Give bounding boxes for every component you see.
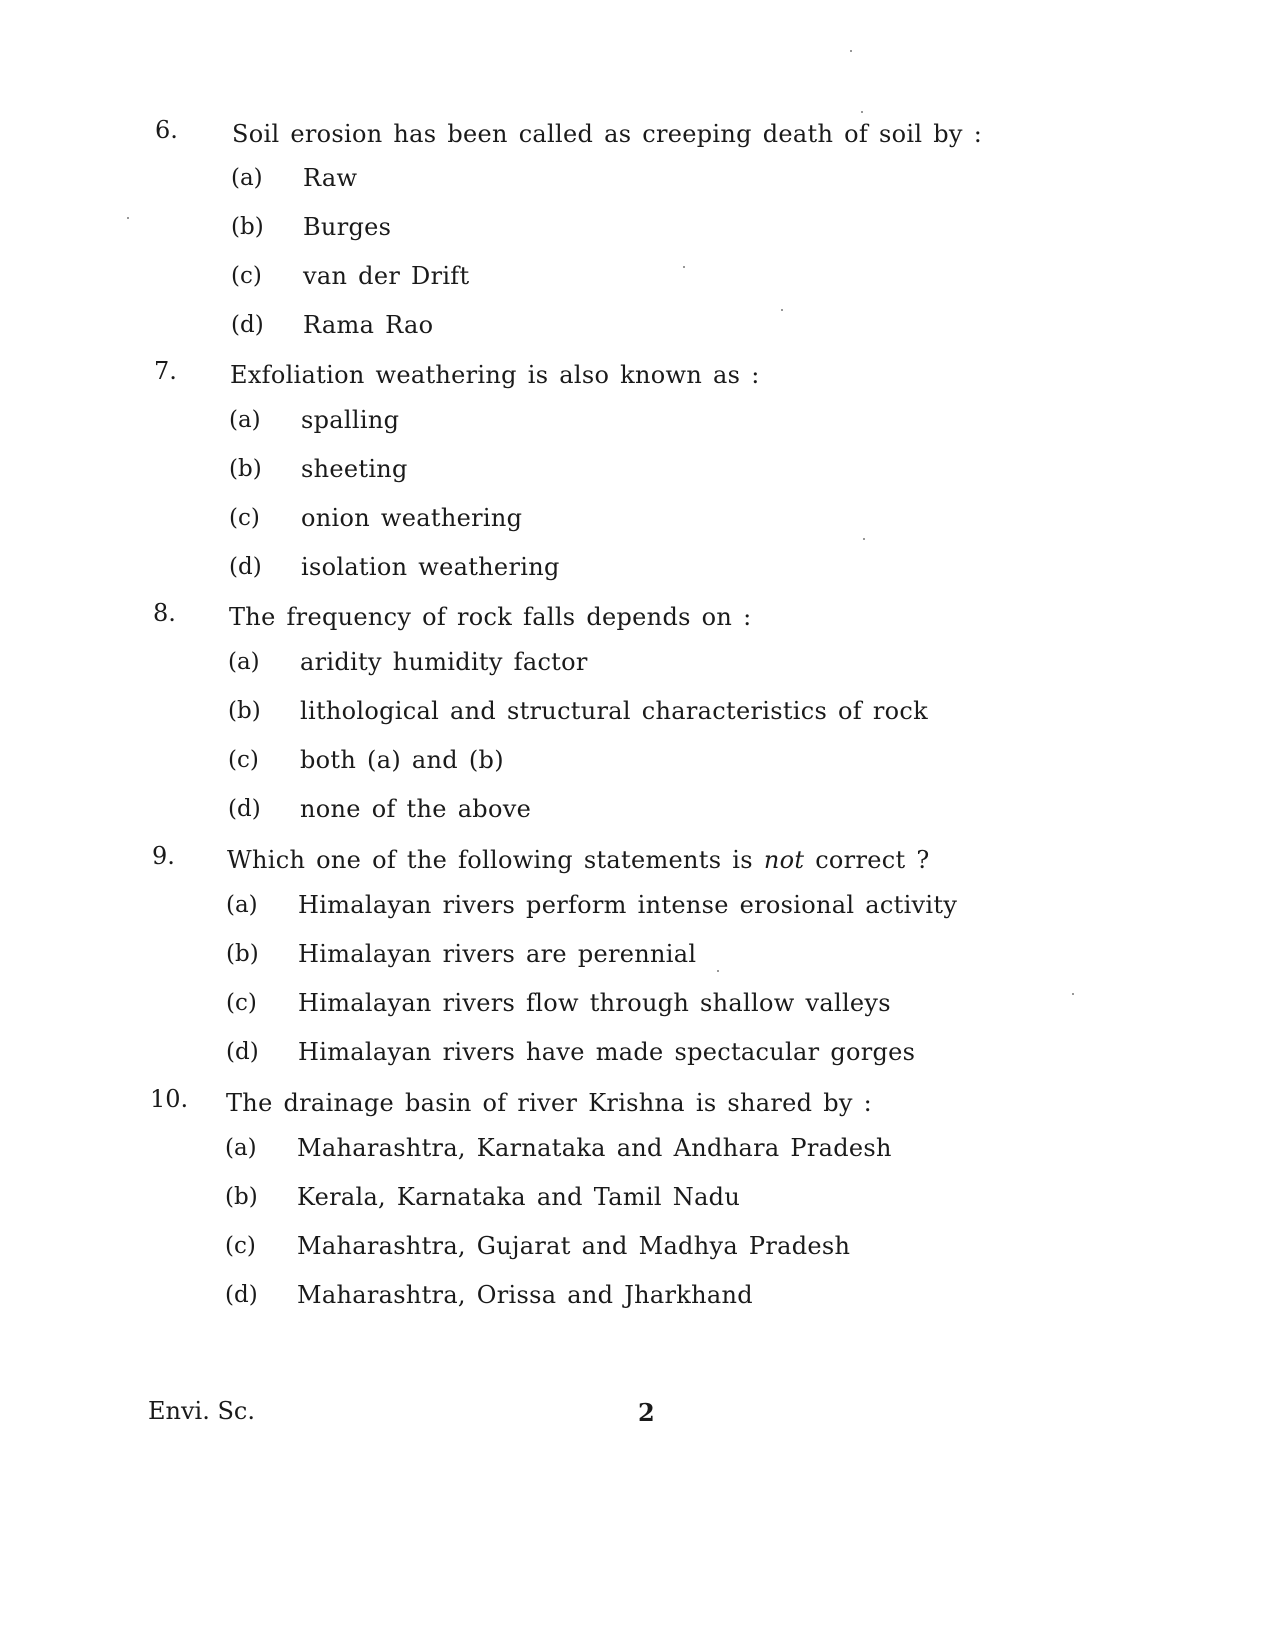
option-label: (b) — [229, 456, 262, 482]
option-label: (c) — [225, 1233, 256, 1259]
page-number: 2 — [638, 1398, 655, 1427]
option-label: (d) — [225, 1282, 258, 1308]
option-10c — [0, 1231, 1275, 1265]
option-text: Himalayan rivers perform intense erosional activity — [298, 891, 958, 919]
scan-speck — [861, 111, 863, 113]
question-text-emphasis: not — [763, 846, 805, 874]
option-label: (c) — [228, 747, 259, 773]
option-label: (c) — [229, 505, 260, 531]
option-text: Himalayan rivers have made spectacular gorges — [298, 1038, 916, 1066]
scan-speck — [127, 217, 129, 219]
option-8c — [0, 745, 1275, 779]
option-label: (b) — [228, 698, 261, 724]
option-label: (a) — [229, 407, 261, 433]
option-6a — [0, 163, 1275, 197]
question-number: 10. — [150, 1085, 189, 1113]
scan-speck — [850, 50, 852, 52]
option-text: Rama Rao — [303, 311, 434, 339]
option-text: Burges — [303, 213, 392, 241]
option-text: van der Drift — [303, 262, 470, 290]
option-label: (c) — [226, 990, 257, 1016]
scan-speck — [1072, 993, 1074, 995]
option-label: (a) — [228, 649, 260, 675]
option-6d — [0, 310, 1275, 344]
question-text: The frequency of rock falls depends on : — [229, 603, 752, 631]
option-text: sheeting — [301, 455, 408, 483]
scan-speck — [683, 266, 685, 268]
option-label: (b) — [231, 214, 264, 240]
option-label: (b) — [226, 941, 259, 967]
option-6b — [0, 212, 1275, 246]
option-label: (d) — [231, 312, 264, 338]
option-label: (c) — [231, 263, 262, 289]
option-label: (d) — [226, 1039, 259, 1065]
option-label: (a) — [226, 892, 258, 918]
option-10d — [0, 1280, 1275, 1314]
option-7b — [0, 454, 1275, 488]
scan-speck — [717, 970, 719, 972]
option-7c — [0, 503, 1275, 537]
option-text: Maharashtra, Gujarat and Madhya Pradesh — [297, 1232, 851, 1260]
option-7a — [0, 405, 1275, 439]
question-text — [227, 845, 930, 875]
option-text: Himalayan rivers flow through shallow valleys — [298, 989, 891, 1017]
option-text: isolation weathering — [301, 553, 560, 581]
option-label: (d) — [229, 554, 262, 580]
option-9d — [0, 1037, 1275, 1071]
option-8a — [0, 647, 1275, 681]
scan-speck — [781, 309, 783, 311]
option-9a — [0, 890, 1275, 924]
option-label: (b) — [225, 1184, 258, 1210]
option-10a — [0, 1133, 1275, 1167]
option-9c — [0, 988, 1275, 1022]
option-text: onion weathering — [301, 504, 523, 532]
question-number: 7. — [154, 357, 177, 385]
option-8b — [0, 696, 1275, 730]
question-text: Soil erosion has been called as creeping death of soil by : — [232, 120, 983, 148]
option-6c — [0, 261, 1275, 295]
question-number: 6. — [155, 116, 178, 144]
question-number: 8. — [153, 599, 176, 627]
option-10b — [0, 1182, 1275, 1216]
option-label: (d) — [228, 796, 261, 822]
option-text: lithological and structural characteristics of rock — [300, 697, 929, 725]
scan-speck — [863, 538, 865, 540]
option-text: Raw — [303, 164, 358, 192]
question-text: Exfoliation weathering is also known as : — [230, 361, 760, 389]
question-number: 9. — [152, 842, 175, 870]
option-label: (a) — [225, 1135, 257, 1161]
option-8d — [0, 794, 1275, 828]
option-text: Maharashtra, Orissa and Jharkhand — [297, 1281, 753, 1309]
option-text: aridity humidity factor — [300, 648, 588, 676]
question-text: The drainage basin of river Krishna is shared by : — [226, 1089, 873, 1117]
option-9b — [0, 939, 1275, 973]
option-text: both (a) and (b) — [300, 746, 504, 774]
question-text-after: correct ? — [804, 846, 930, 874]
option-text: Himalayan rivers are perennial — [298, 940, 697, 968]
footer-subject: Envi. Sc. — [148, 1397, 255, 1425]
option-text: none of the above — [300, 795, 532, 823]
option-text: Maharashtra, Karnataka and Andhara Pradesh — [297, 1134, 892, 1162]
option-text: spalling — [301, 406, 400, 434]
question-text-before: Which one of the following statements is — [227, 846, 764, 874]
option-text: Kerala, Karnataka and Tamil Nadu — [297, 1183, 741, 1211]
option-7d — [0, 552, 1275, 586]
option-label: (a) — [231, 165, 263, 191]
